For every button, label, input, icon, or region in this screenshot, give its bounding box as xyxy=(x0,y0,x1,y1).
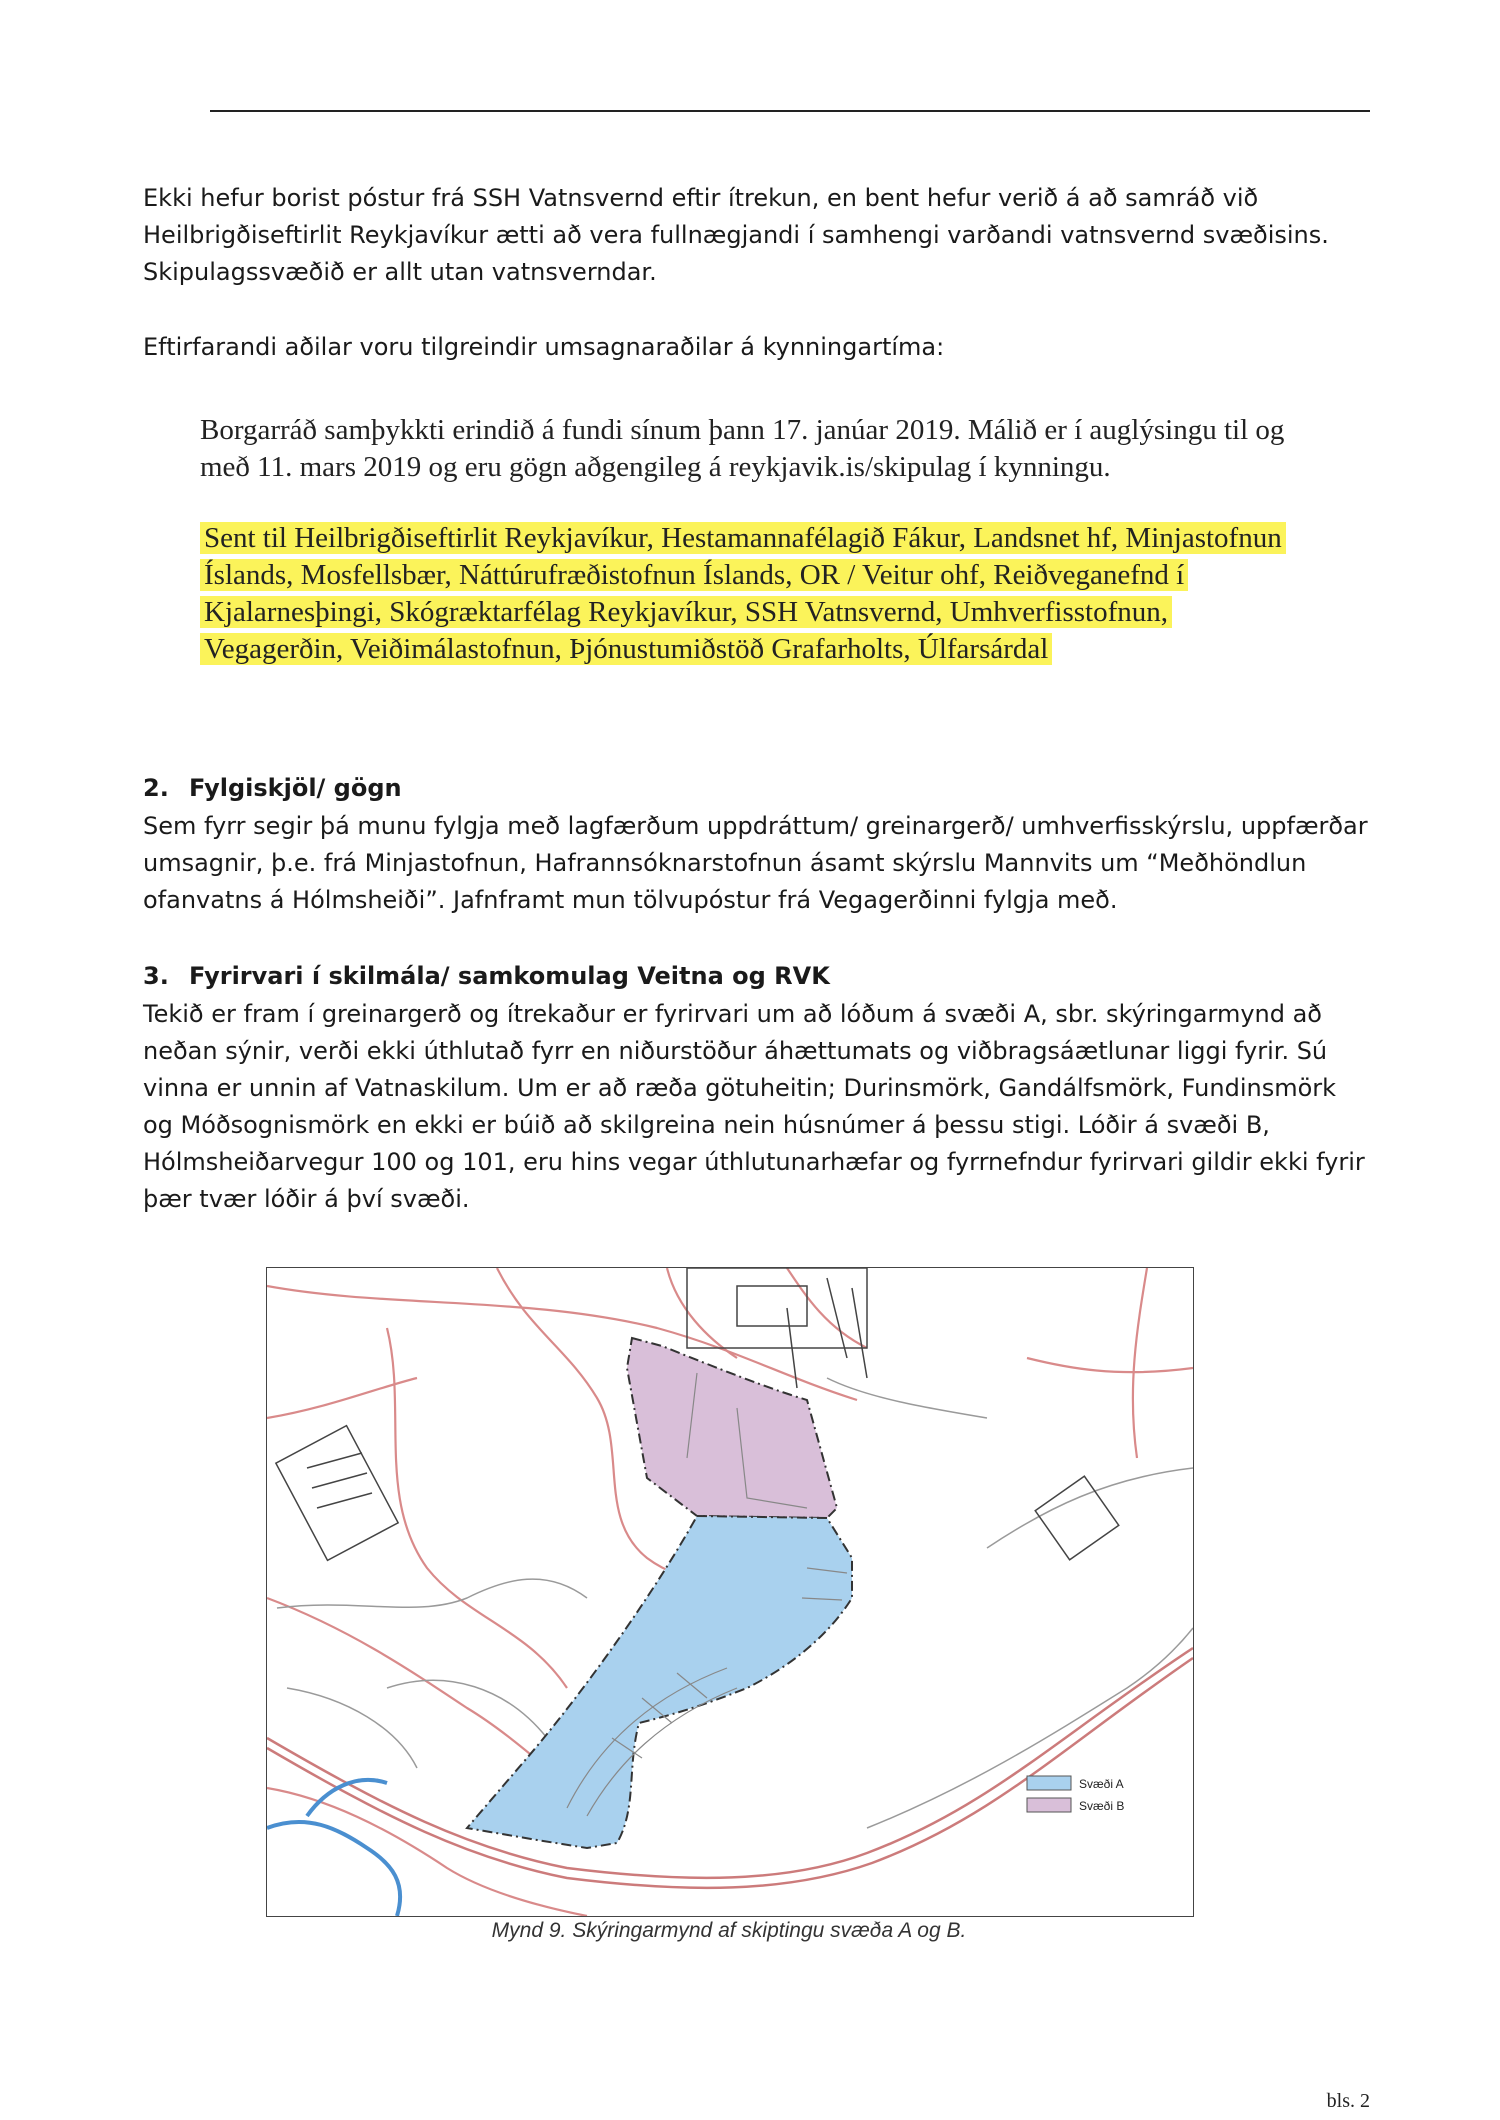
legend-label-b: Svæði B xyxy=(1079,1799,1125,1813)
legend-label-a: Svæði A xyxy=(1079,1777,1124,1791)
section-3-heading xyxy=(143,958,830,995)
excerpt-approval-text: Borgarráð samþykkti erindið á fundi sínum þann 17. janúar 2019. Málið er í auglýsingu til og með 11. mars 2019 og eru gögn aðgengileg á reykjavik.is/skipulag í kynningu. xyxy=(200,414,1285,483)
legend-swatch-b xyxy=(1027,1798,1071,1812)
section-3-text: Tekið er fram í greinargerð og ítrekaður er fyrirvari um að lóðum á svæði A, sbr. skýringarmynd að neðan sýnir, verði ekki úthlutað fyrr en niðurstöður áhættumats og viðbragsáætlunar liggi fyrir. Sú vinna er unnin af Vatnaskilum. Um er að ræða götuheitin; Durinsmörk, Gandálfsmörk, Fundinsmörk og Móðsognismörk en ekki er búið að skilgreina nein húsnúmer á þessu stigi. Lóðir á svæði B, Hólmsheiðarvegur 100 og 101, eru hins vegar úthlutunarhæfar og fyrrnefndur fyrirvari gildir ekki fyrir þær tvær lóðir á því svæði. xyxy=(143,1000,1365,1213)
map-legend xyxy=(1027,1776,1124,1813)
paragraph-ssh: Ekki hefur borist póstur frá SSH Vatnsvernd eftir ítrekun, en bent hefur verið á að samráð við Heilbrigðiseftirlit Reykjavíkur ætti að vera fullnægjandi í samhengi varðandi vatnsvernd svæðisins. Skipulagssvæðið er allt utan vatnsverndar. xyxy=(143,184,1329,286)
section-2-text: Sem fyrr segir þá munu fylgja með lagfærðum uppdráttum/ greinargerð/ umhverfisskýrslu, uppfærðar umsagnir, þ.e. frá Minjastofnun, Hafrannsóknarstofnun ásamt skýrslu Mannvits um “Meðhöndlun ofanvatns á Hólmsheiði”. Jafnframt mun tölvupóstur frá Vegagerðinni fylgja með. xyxy=(143,812,1368,914)
legend-swatch-a xyxy=(1027,1776,1071,1790)
excerpt-highlight: Sent til Heilbrigðiseftirlit Reykjavíkur, Hestamannafélagið Fákur, Landsnet hf, Minjastofnun Íslands, Mosfellsbær, Náttúrufræðistofnun Íslands, OR / Veitur ohf, Reiðveganefnd í Kjalarnesþingi, Skógræktarfélag Reykjavíkur, SSH Vatnsvernd, Umhverfisstofnun, Vegagerðin, Veiðimálastofnun, Þjónustumiðstöð Grafarholts, Úlfarsárdal xyxy=(200,522,1286,665)
zone-b xyxy=(627,1338,837,1518)
section-3-number: 3. xyxy=(143,962,169,990)
excerpt-recipients xyxy=(200,520,1300,668)
page-number: bls. 2 xyxy=(1326,2090,1370,2112)
paragraph-reviewers-intro: Eftirfarandi aðilar voru tilgreindir umsagnaraðilar á kynningartíma: xyxy=(143,333,945,361)
section-2-title: Fylgiskjöl/ gögn xyxy=(189,774,402,802)
section-2-heading xyxy=(143,770,402,807)
header-rule xyxy=(210,110,1370,112)
figure-caption: Mynd 9. Skýringarmynd af skiptingu svæða A og B. xyxy=(491,1919,967,1942)
section-3-title: Fyrirvari í skilmála/ samkomulag Veitna og RVK xyxy=(189,962,830,990)
zoning-map xyxy=(266,1267,1194,1917)
section-2-number: 2. xyxy=(143,774,169,802)
